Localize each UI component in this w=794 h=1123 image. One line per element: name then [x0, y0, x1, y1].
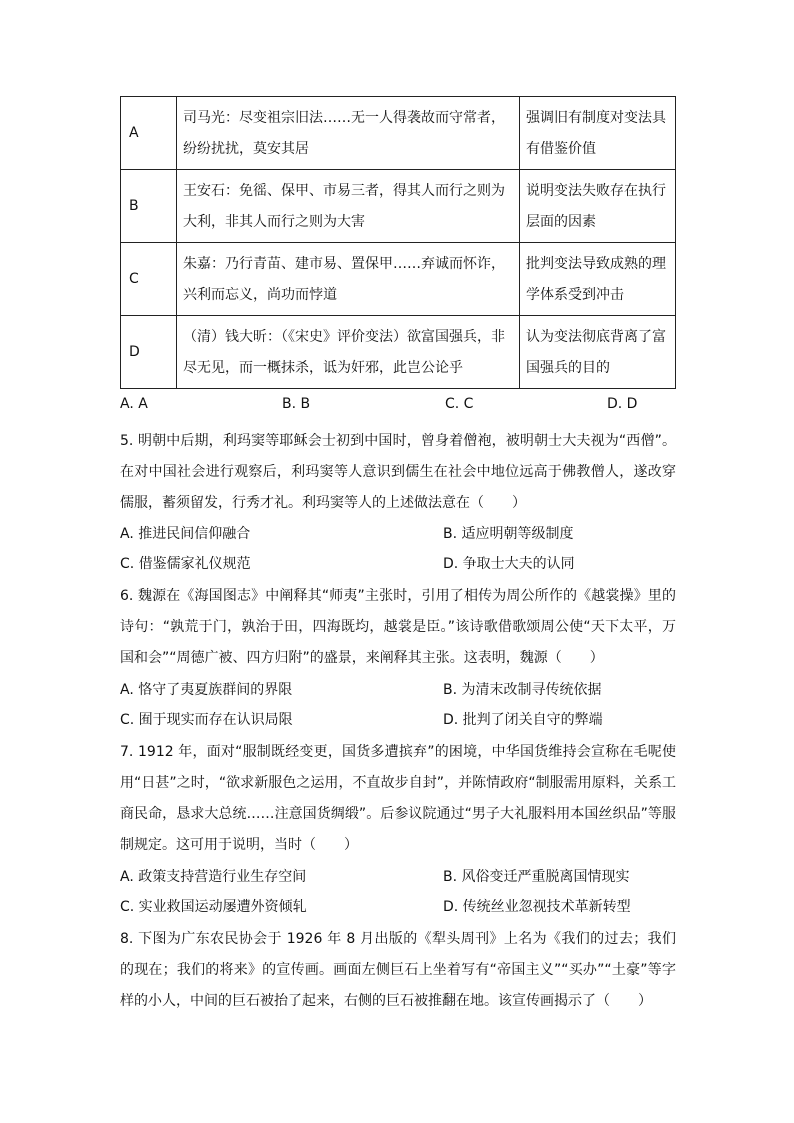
row-letter: D: [121, 316, 177, 389]
answer-choice-b[interactable]: B. B: [282, 396, 311, 412]
row-letter: C: [121, 243, 177, 316]
row-letter: A: [121, 97, 177, 170]
question-5-options-row-2: [120, 553, 640, 575]
question-6-option-c[interactable]: C. 囿于现实而存在认识局限: [120, 712, 293, 728]
row-judgement: 认为变法彻底背离了富国强兵的目的: [520, 316, 676, 389]
table-row: [121, 243, 676, 316]
row-letter: B: [121, 170, 177, 243]
question-8-stem: 8. 下图为广东农民协会于 1926 年 8 月出版的《犁头周刊》上名为《我们的过去；我们的现在；我们的将来》的宣传画。画面左侧巨石上坐着写有“帝国主义”“买办”“土豪”等字样的小人，中间的巨石被抬了起来，右侧的巨石被推翻在地。该宣传画揭示了（ ）: [120, 931, 676, 1009]
row-judgement: 强调旧有制度对变法具有借鉴价值: [520, 97, 676, 170]
question-5-option-d[interactable]: D. 争取士大夫的认同: [443, 556, 575, 572]
answer-choice-a[interactable]: A. A: [120, 396, 148, 412]
question-6-option-b[interactable]: B. 为清末改制寻传统依据: [443, 682, 602, 698]
question-7-option-c[interactable]: C. 实业救国运动屡遭外资倾轧: [120, 899, 307, 915]
question-5-option-c[interactable]: C. 借鉴儒家礼仪规范: [120, 556, 251, 572]
options-table: [120, 96, 676, 389]
row-quote: （清）钱大昕：（《宋史》评价变法）欲富国强兵，非尽无见，而一概抹杀，诋为奸邪，此岂公论乎: [177, 316, 520, 389]
table-row: [121, 97, 676, 170]
question-7-options-row-2: [120, 896, 640, 918]
question-6-options-row-2: [120, 709, 640, 731]
question-7-option-d[interactable]: D. 传统丝业忽视技术革新转型: [443, 899, 631, 915]
question-7-option-a[interactable]: A. 政策支持营造行业生存空间: [120, 869, 307, 885]
question-5-option-a[interactable]: A. 推进民间信仰融合: [120, 526, 251, 542]
question-6-option-a[interactable]: A. 恪守了夷夏族群间的界限: [120, 682, 293, 698]
row-quote: 朱嘉：乃行青苗、建市易、置保甲……弃诚而怀诈，兴利而忘义，尚功而悖道: [177, 243, 520, 316]
row-quote: 司马光：尽变祖宗旧法……无一人得袭故而守常者，纷纷扰扰，莫安其居: [177, 97, 520, 170]
question-5-option-b[interactable]: B. 适应明朝等级制度: [443, 526, 574, 542]
table-row: [121, 170, 676, 243]
answer-choice-c[interactable]: C. C: [445, 396, 474, 412]
answer-choices: [120, 396, 640, 416]
question-5-stem: 5. 明朝中后期，利玛窦等耶稣会士初到中国时，曾身着僧袍，被明朝士大夫视为“西僧”。在对中国社会进行观察后，利玛窦等人意识到儒生在社会中地位远高于佛教僧人，遂改穿儒服，蓄须留发，行秀才礼。利玛窦等人的上述做法意在（ ）: [120, 433, 676, 511]
row-judgement: 批判变法导致成熟的理学体系受到冲击: [520, 243, 676, 316]
table-row: [121, 316, 676, 389]
question-6-stem: 6. 魏源在《海国图志》中阐释其“师夷”主张时，引用了相传为周公所作的《越裳操》里的诗句：“孰荒于门，孰治于田，四海既均，越裳是臣。”该诗歌借歌颂周公使“天下太平，万国和会”“周德广被、四方归附”的盛景，来阐释其主张。这表明，魏源（ ）: [120, 588, 676, 666]
question-7-stem: 7. 1912 年，面对“服制既经变更，国货多遭摈弃”的困境，中华国货维持会宣称在毛呢使用“日甚”之时，“欲求新服色之运用，不直故步自封”，并陈情政府“制服需用原料，关系工商民命，恳求大总统……注意国货绸缎”。后参议院通过“男子大礼服料用本国丝织品”等服制规定。这可用于说明，当时（ ）: [120, 744, 676, 853]
question-7-options-row-1: [120, 866, 640, 888]
row-quote: 王安石：免徭、保甲、市易三者，得其人而行之则为大利，非其人而行之则为大害: [177, 170, 520, 243]
question-5-options-row-1: [120, 523, 640, 545]
question-7-option-b[interactable]: B. 风俗变迁严重脱离国情现实: [443, 869, 630, 885]
row-judgement: 说明变法失败存在执行层面的因素: [520, 170, 676, 243]
answer-choice-d[interactable]: D. D: [607, 396, 638, 412]
question-6-option-d[interactable]: D. 批判了闭关自守的弊端: [443, 712, 603, 728]
question-6-options-row-1: [120, 679, 640, 701]
